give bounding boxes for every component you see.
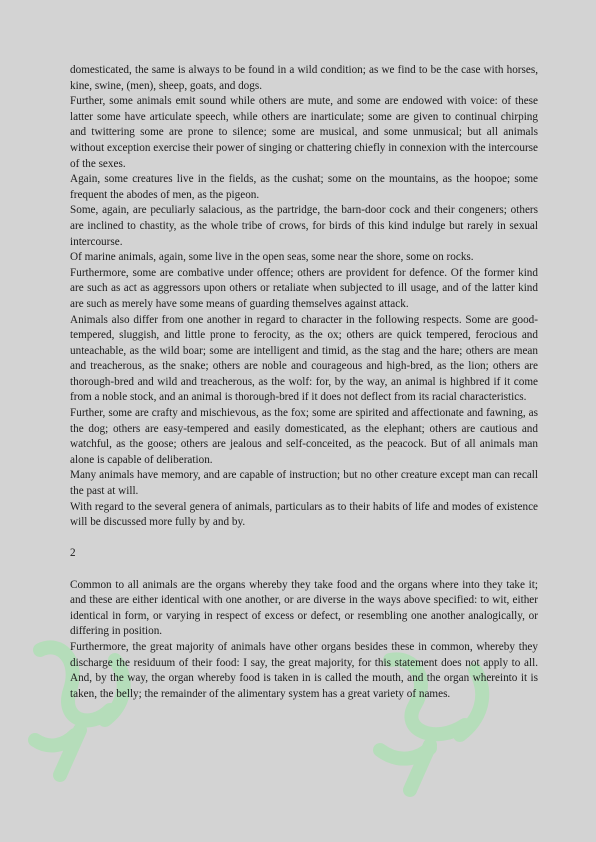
paragraph: Again, some creatures live in the fields, as the cushat; some on the mountains, as the hoopoe; some frequent the abodes of men, as the pigeon. <box>70 173 538 201</box>
paragraph: Common to all animals are the organs whereby they take food and the organs where into they take it; and these are either identical with one another, or are diverse in the ways above specified: to wit, either identical in form, or varying in respect of excess or defect, or resembling one another analogically, or differing in position. <box>70 578 538 638</box>
paragraph: Some, again, are peculiarly salacious, as the partridge, the barn-door cock and their congeners; others are inclined to chastity, as the whole tribe of crows, for birds of this kind indulge but rarely in sexual intercourse. <box>70 204 538 248</box>
body-before-section <box>70 63 538 531</box>
paragraph: With regard to the several genera of animals, particulars as to their habits of life and modes of existence will be discussed more fully by and by. <box>70 500 538 529</box>
paragraph: Furthermore, the great majority of animals have other organs besides these in common, whereby they discharge the residuum of their food: I say, the great majority, for this statement does not apply to all. And, by the way, the organ whereby food is taken in is called the mouth, and the organ whereinto it is taken, the belly; the remainder of the alimentary system has a great variety of names. <box>70 640 538 700</box>
paragraph: Furthermore, some are combative under offence; others are provident for defence. Of the former kind are such as act as aggressors upon others or retaliate when subjected to ill usage, and of the latter kind are such as merely have some means of guarding themselves against attack. <box>70 266 538 310</box>
paragraph: Of marine animals, again, some live in the open seas, some near the shore, some on rocks. <box>70 251 474 264</box>
section-number: 2 <box>70 547 76 560</box>
body-after-section <box>70 578 538 703</box>
paragraph: domesticated, the same is always to be found in a wild condition; as we find to be the case with horses, kine, swine, (men), sheep, goats, and dogs. <box>70 64 538 92</box>
paragraph: Animals also differ from one another in regard to character in the following respects. Some are good-tempered, sluggish, and little prone to ferocity, as the ox; others are quick tempered, ferocious and unteachable, as the wild boar; some are intelligent and timid, as the stag and the hare; others are mean and treacherous, as the snake; others are noble and courageous and high-bred, as the lion; others are thorough-bred and wild and treacherous, as the wolf: for, by the way, an animal is highbred if it come from a noble stock, and an animal is thorough-bred if it does not deflect from its racial characteristics. <box>70 313 538 404</box>
paragraph: Further, some animals emit sound while others are mute, and some are endowed with voice: of these latter some have articulate speech, while others are inarticulate; some are given to continual chirping and twittering some are prone to silence; some are musical, and some unmusical; but all animals without exception exercise their power of singing or chattering chiefly in connexion with the intercourse of the sexes. <box>70 95 538 170</box>
paragraph: Many animals have memory, and are capable of instruction; but no other creature except man can recall the past at will. <box>70 469 538 498</box>
document-page <box>70 63 538 702</box>
paragraph: Further, some are crafty and mischievous, as the fox; some are spirited and affectionate and fawning, as the dog; others are easy-tempered and easily domesticated, as the elephant; others are cautious and watchful, as the goose; others are jealous and self-conceited, as the peacock. But of all animals man alone is capable of deliberation. <box>70 407 538 466</box>
